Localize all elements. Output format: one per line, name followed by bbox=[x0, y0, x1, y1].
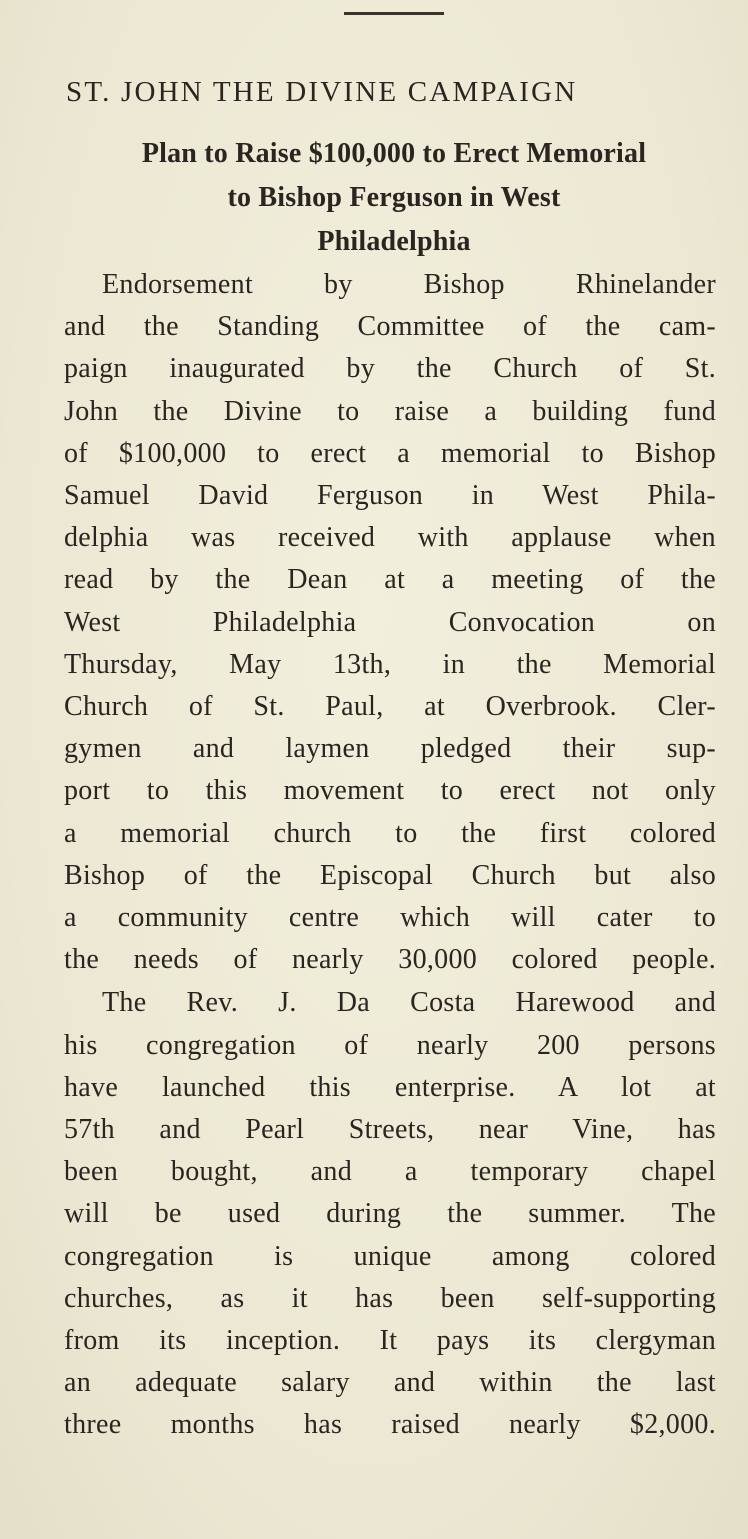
text-line: of $100,000 to erect a memorial to Bishop bbox=[64, 437, 716, 469]
text-line: will be used during the summer. The bbox=[64, 1198, 716, 1230]
subhead-line: Plan to Raise $100,000 to Erect Memorial bbox=[141, 138, 647, 169]
top-rule bbox=[344, 12, 444, 15]
text-line: a community centre which will cater to bbox=[64, 902, 716, 934]
text-line: 57th and Pearl Streets, near Vine, has bbox=[64, 1114, 716, 1146]
paragraph bbox=[64, 982, 716, 1446]
subhead-line: to Bishop Ferguson in West bbox=[227, 182, 561, 213]
text-line: the needs of nearly 30,000 colored people. bbox=[64, 944, 716, 976]
text-line: delphia was received with applause when bbox=[64, 522, 716, 554]
text-line: congregation is unique among colored bbox=[64, 1240, 716, 1272]
text-line: from its inception. It pays its clergyman bbox=[64, 1325, 716, 1357]
text-line: gymen and laymen pledged their sup- bbox=[64, 733, 716, 765]
article-headline: ST. JOHN THE DIVINE CAMPAIGN bbox=[66, 76, 578, 108]
text-line: three months has raised nearly $2,000. bbox=[64, 1409, 716, 1441]
text-line: paign inaugurated by the Church of St. bbox=[64, 353, 716, 385]
article-subhead bbox=[62, 132, 726, 264]
text-line: read by the Dean at a meeting of the bbox=[64, 564, 716, 596]
text-line: been bought, and a temporary chapel bbox=[64, 1156, 716, 1188]
text-line: and the Standing Committee of the cam- bbox=[64, 311, 716, 343]
text-line: churches, as it has been self-supporting bbox=[64, 1282, 716, 1314]
text-line: his congregation of nearly 200 persons bbox=[64, 1029, 716, 1061]
text-line: Endorsement by Bishop Rhinelander bbox=[102, 269, 716, 300]
text-line: The Rev. J. Da Costa Harewood and bbox=[102, 987, 716, 1019]
text-line: an adequate salary and within the last bbox=[64, 1367, 716, 1399]
text-line: a memorial church to the first colored bbox=[64, 817, 716, 849]
paragraph bbox=[64, 264, 716, 981]
text-line: John the Divine to raise a building fund bbox=[64, 395, 716, 427]
text-line: Thursday, May 13th, in the Memorial bbox=[64, 648, 716, 680]
text-line: Samuel David Ferguson in West Phila- bbox=[64, 480, 716, 512]
subhead-line: Philadelphia bbox=[317, 226, 471, 257]
text-line: have launched this enterprise. A lot at bbox=[64, 1071, 716, 1103]
article-body bbox=[64, 264, 716, 1447]
text-line: Bishop of the Episcopal Church but also bbox=[64, 859, 716, 891]
text-line: West Philadelphia Convocation on bbox=[64, 606, 716, 638]
text-line: port to this movement to erect not only bbox=[64, 775, 716, 807]
text-line: Church of St. Paul, at Overbrook. Cler- bbox=[64, 691, 716, 723]
